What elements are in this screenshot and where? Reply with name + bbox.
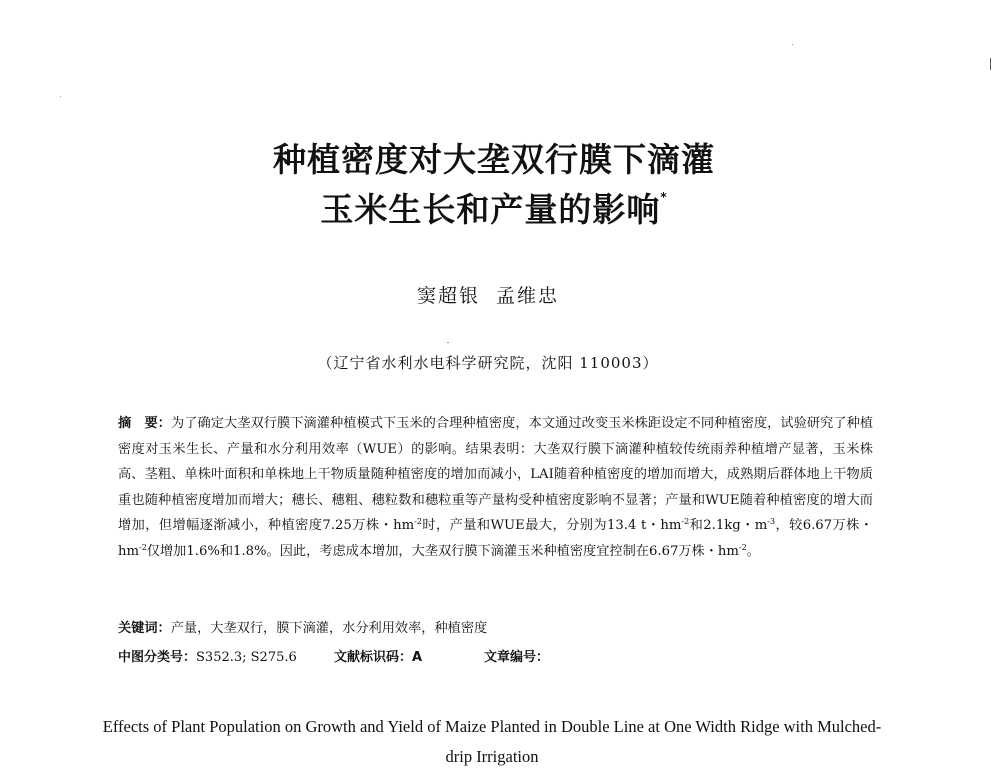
abstract-label: 摘 要： — [118, 416, 171, 431]
keywords-line — [118, 617, 873, 636]
abstract-text: 为了确定大垄双行膜下滴灌种植模式下玉米的合理种植密度，本文通过改变玉米株距设定不同种植密度，试验研究了种植密度对玉米生长、产量和水分利用效率（WUE）的影响。结果表明：大垄双行膜下滴灌种植较传统雨养种植增产显著，玉米株高、茎粗、单株叶面积和单株地上干物质量随种植密度的增加而减小，LAI随着种植密度的增加而增大，成熟期后群体地上干物质重也随种植密度增加而增大；穗长、穗粗、穗粒数和穗粒重等产量构受种植密度影响不显著；产量和WUE随着种植密度的增大而增加，但增幅逐渐减小，种植密度7.25万株・hm — [118, 416, 874, 534]
clc-segment — [118, 646, 334, 665]
affiliation: （辽宁省水利水电科学研究院，沈阳 110003） — [317, 354, 659, 372]
keywords-text: 产量，大垄双行，膜下滴灌，水分利用效率，种植密度 — [170, 621, 488, 636]
paper-title-line-2 — [0, 190, 994, 229]
clc-label: 中图分类号： — [118, 650, 197, 665]
abstract-text: 和2.1kg・m — [689, 518, 768, 534]
scan-speck — [792, 44, 793, 45]
scan-speck — [447, 342, 449, 343]
author-1: 窦超银 — [416, 285, 480, 307]
abstract-text: 时，产量和WUE最大，分别为13.4 t・hm — [421, 518, 682, 534]
title-text: 玉米生长和产量的影响 — [320, 190, 661, 229]
title-footnote-mark: * — [660, 190, 668, 204]
title-text: 种植密度对大垄双行膜下滴灌 — [273, 140, 715, 179]
scan-speck — [60, 96, 61, 97]
unit-exponent: -2 — [139, 542, 147, 552]
clc-value: S352.3; S275.6 — [196, 650, 297, 665]
doc-code-label: 文献标识码： — [334, 650, 413, 665]
keywords-label: 关键词： — [118, 621, 171, 636]
unit-exponent: -2 — [738, 542, 747, 552]
paper-title-line-1 — [0, 140, 994, 179]
classification-line — [118, 646, 873, 665]
author-2: 孟维忠 — [496, 285, 560, 307]
author-line — [0, 281, 988, 308]
unit-exponent: -2 — [681, 517, 690, 527]
doc-code-segment — [334, 646, 484, 665]
abstract — [118, 411, 873, 565]
abstract-text: ，较6.67万株・hm — [118, 518, 873, 559]
unit-exponent: -2 — [414, 517, 422, 527]
unit-exponent: -3 — [767, 517, 776, 527]
article-no-segment — [484, 646, 549, 665]
scan-speck — [990, 58, 991, 70]
english-title: Effects of Plant Population on Growth and Yield of Maize Planted in Double Line at One Width Ridge with Mulched-drip Irrigation — [102, 717, 882, 766]
doc-code-value: A — [412, 650, 423, 665]
abstract-text: 仅增加1.6%和1.8%。因此，考虑成本增加，大垄双行膜下滴灌玉米种植密度宜控制在6.67万株・hm — [146, 543, 739, 559]
article-no-label: 文章编号： — [484, 650, 550, 665]
abstract-text: 。 — [746, 543, 760, 559]
